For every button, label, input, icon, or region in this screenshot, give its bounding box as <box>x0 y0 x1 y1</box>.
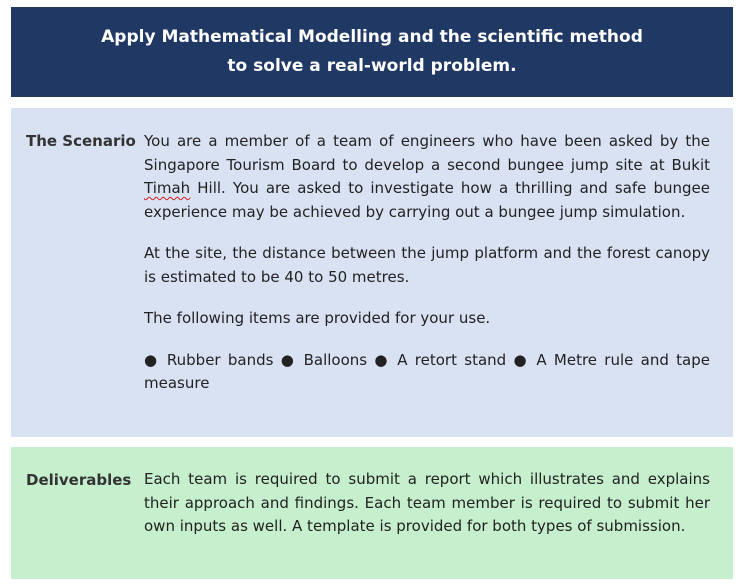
scenario-paragraph-2: At the site, the distance between the jump platform and the forest canopy is estimated to be 40 to 50 metres. <box>144 244 710 286</box>
deliverables-paragraph: Each team is required to submit a report which illustrates and explains their approach and findings. Each team member is required to submit her own inputs as well. A template is provided for both types of submission. <box>144 470 710 535</box>
title-banner <box>11 7 733 97</box>
scenario-paragraph-3: The following items are provided for your use. <box>144 309 491 327</box>
deliverables-panel <box>11 447 733 579</box>
scenario-p1-text-end: Hill. You are asked to investigate how a thrilling and safe bungee experience may be achieved by carrying out a bungee jump simulation. <box>144 179 710 221</box>
title-line-2: to solve a real-world problem. <box>227 56 517 76</box>
scenario-label: The Scenario <box>26 132 136 150</box>
scenario-panel <box>11 108 733 437</box>
scenario-p1-text-start: You are a member of a team of engineers who have been asked by the Singapore Tourism Board to develop a second bungee jump site at Bukit <box>144 132 710 174</box>
scenario-content <box>144 130 710 396</box>
items-list: ● Rubber bands ● Balloons ● A retort stand ● A Metre rule and tape measure <box>144 350 710 392</box>
scenario-paragraph-1 <box>144 130 710 224</box>
spellcheck-flagged-word[interactable]: Timah <box>144 179 191 197</box>
deliverables-label: Deliverables <box>26 471 132 489</box>
title-line-1: Apply Mathematical Modelling and the scientific method <box>101 27 643 47</box>
deliverables-content <box>144 468 710 539</box>
